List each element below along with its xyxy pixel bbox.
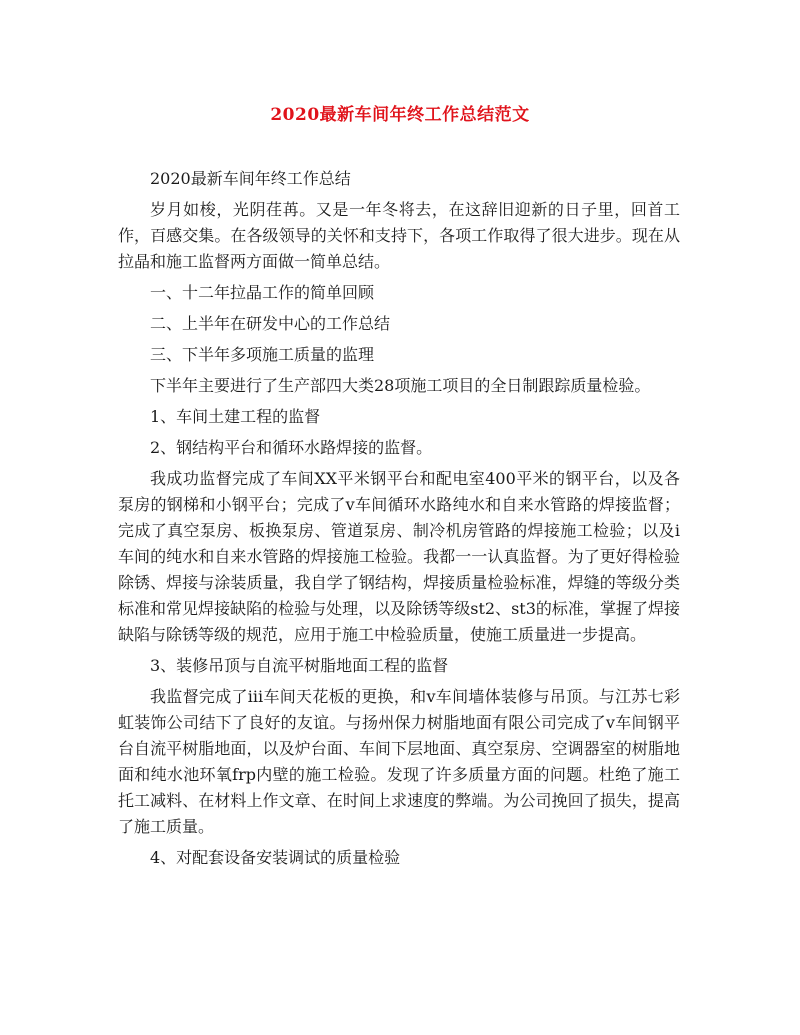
- subsection-heading-4: 4、对配套设备安装调试的质量检验: [150, 848, 401, 867]
- section-heading-2: 二、上半年在研发中心的工作总结: [150, 314, 391, 333]
- document-body: [118, 166, 680, 876]
- subsection-heading-2: 2、钢结构平台和循环水路焊接的监督。: [150, 438, 433, 457]
- document-title: 2020最新车间年终工作总结范文: [270, 105, 530, 125]
- paragraph-decoration: 我监督完成了iii车间天花板的更换，和v车间墙体装修与吊顶。与江苏七彩虹装饰公司结下了良好的友谊。与扬州保力树脂地面有限公司完成了v车间钢平台自流平树脂地面，以及炉台面、车间下层地面、真空泵房、空调器室的树脂地面和纯水池环氧frp内壁的施工检验。发现了许多质量方面的问题。杜绝了施工托工减料、在材料上作文章、在时间上求速度的弊端。为公司挽回了损失，提高了施工质量。: [118, 687, 680, 836]
- subsection-heading-1: 1、车间土建工程的监督: [150, 407, 321, 426]
- paragraph-intro: 岁月如梭，光阴荏苒。又是一年冬将去，在这辞旧迎新的日子里，回首工作，百感交集。在各级领导的关怀和支持下，各项工作取得了很大进步。现在从拉晶和施工监督两方面做一简单总结。: [118, 200, 680, 271]
- section-heading-3: 三、下半年多项施工质量的监理: [150, 345, 375, 364]
- paragraph-summary: 下半年主要进行了生产部四大类28项施工项目的全日制跟踪质量检验。: [150, 376, 651, 395]
- section-heading-1: 一、十二年拉晶工作的简单回顾: [150, 283, 375, 302]
- paragraph-steel-welding: 我成功监督完成了车间XX平米钢平台和配电室400平米的钢平台，以及各泵房的钢梯和小钢平台；完成了v车间循环水路纯水和自来水管路的焊接监督；完成了真空泵房、板换泵房、管道泵房、制冷机房管路的焊接施工检验；以及i车间的纯水和自来水管路的焊接施工检验。我都一一认真监督。为了更好得检验除锈、焊接与涂装质量，我自学了钢结构，焊接质量检验标准，焊缝的等级分类标准和常见焊接缺陷的检验与处理，以及除锈等级st2、st3的标准，掌握了焊接缺陷与除锈等级的规范，应用于施工中检验质量，使施工质量进一步提高。: [118, 469, 680, 644]
- paragraph-subtitle: 2020最新车间年终工作总结: [150, 169, 351, 188]
- subsection-heading-3: 3、装修吊顶与自流平树脂地面工程的监督: [150, 656, 449, 675]
